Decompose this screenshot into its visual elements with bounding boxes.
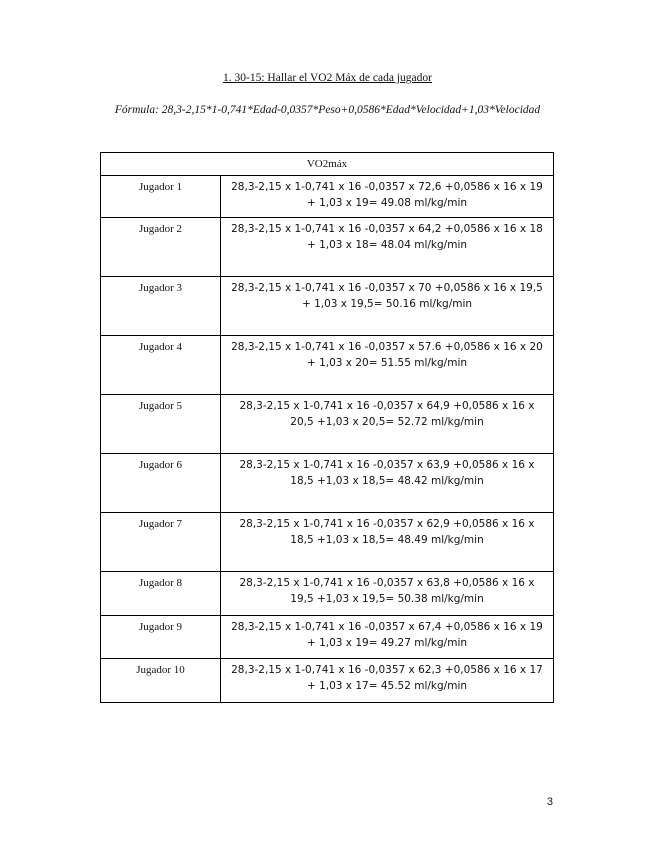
player-name: Jugador 1 (101, 176, 221, 218)
player-name: Jugador 9 (101, 616, 221, 659)
vo2max-table (100, 152, 554, 703)
table-row (101, 277, 554, 336)
player-name: Jugador 5 (101, 395, 221, 454)
vo2-calculation: 28,3-2,15 x 1-0,741 x 16 -0,0357 x 72,6 +0,0586 x 16 x 19 + 1,03 x 19= 49.08 ml/kg/min (221, 176, 554, 218)
table-row (101, 659, 554, 703)
page-number: 3 (546, 796, 553, 808)
table-row (101, 513, 554, 572)
table-header: VO2máx (101, 153, 554, 176)
page-title: 1. 30-15: Hallar el VO2 Máx de cada jugador (223, 72, 432, 84)
table-row (101, 454, 554, 513)
table-header-row (101, 153, 554, 176)
vo2-calculation: 28,3-2,15 x 1-0,741 x 16 -0,0357 x 64,2 +0,0586 x 16 x 18 + 1,03 x 18= 48.04 ml/kg/min (221, 218, 554, 277)
table-row (101, 176, 554, 218)
table-row (101, 395, 554, 454)
table-row (101, 336, 554, 395)
vo2-calculation: 28,3-2,15 x 1-0,741 x 16 -0,0357 x 63,9 +0,0586 x 16 x 18,5 +1,03 x 18,5= 48.42 ml/kg/min (221, 454, 554, 513)
table-row (101, 616, 554, 659)
vo2-calculation: 28,3-2,15 x 1-0,741 x 16 -0,0357 x 63,8 +0,0586 x 16 x 19,5 +1,03 x 19,5= 50.38 ml/kg/min (221, 572, 554, 616)
player-name: Jugador 3 (101, 277, 221, 336)
vo2-calculation: 28,3-2,15 x 1-0,741 x 16 -0,0357 x 70 +0,0586 x 16 x 19,5 + 1,03 x 19,5= 50.16 ml/kg/min (221, 277, 554, 336)
player-name: Jugador 2 (101, 218, 221, 277)
player-name: Jugador 8 (101, 572, 221, 616)
table-row (101, 572, 554, 616)
vo2-calculation: 28,3-2,15 x 1-0,741 x 16 -0,0357 x 62,9 +0,0586 x 16 x 18,5 +1,03 x 18,5= 48.49 ml/kg/min (221, 513, 554, 572)
player-name: Jugador 4 (101, 336, 221, 395)
vo2-calculation: 28,3-2,15 x 1-0,741 x 16 -0,0357 x 62,3 +0,0586 x 16 x 17 + 1,03 x 17= 45.52 ml/kg/min (221, 659, 554, 703)
vo2-calculation: 28,3-2,15 x 1-0,741 x 16 -0,0357 x 57.6 +0,0586 x 16 x 20 + 1,03 x 20= 51.55 ml/kg/min (221, 336, 554, 395)
vo2-calculation: 28,3-2,15 x 1-0,741 x 16 -0,0357 x 67,4 +0,0586 x 16 x 19 + 1,03 x 19= 49.27 ml/kg/min (221, 616, 554, 659)
player-name: Jugador 6 (101, 454, 221, 513)
player-name: Jugador 7 (101, 513, 221, 572)
player-name: Jugador 10 (101, 659, 221, 703)
formula-text: Fórmula: 28,3-2,15*1-0,741*Edad-0,0357*Peso+0,0586*Edad*Velocidad+1,03*Velocidad (114, 104, 541, 116)
table-row (101, 218, 554, 277)
vo2-calculation: 28,3-2,15 x 1-0,741 x 16 -0,0357 x 64,9 +0,0586 x 16 x 20,5 +1,03 x 20,5= 52.72 ml/kg/min (221, 395, 554, 454)
